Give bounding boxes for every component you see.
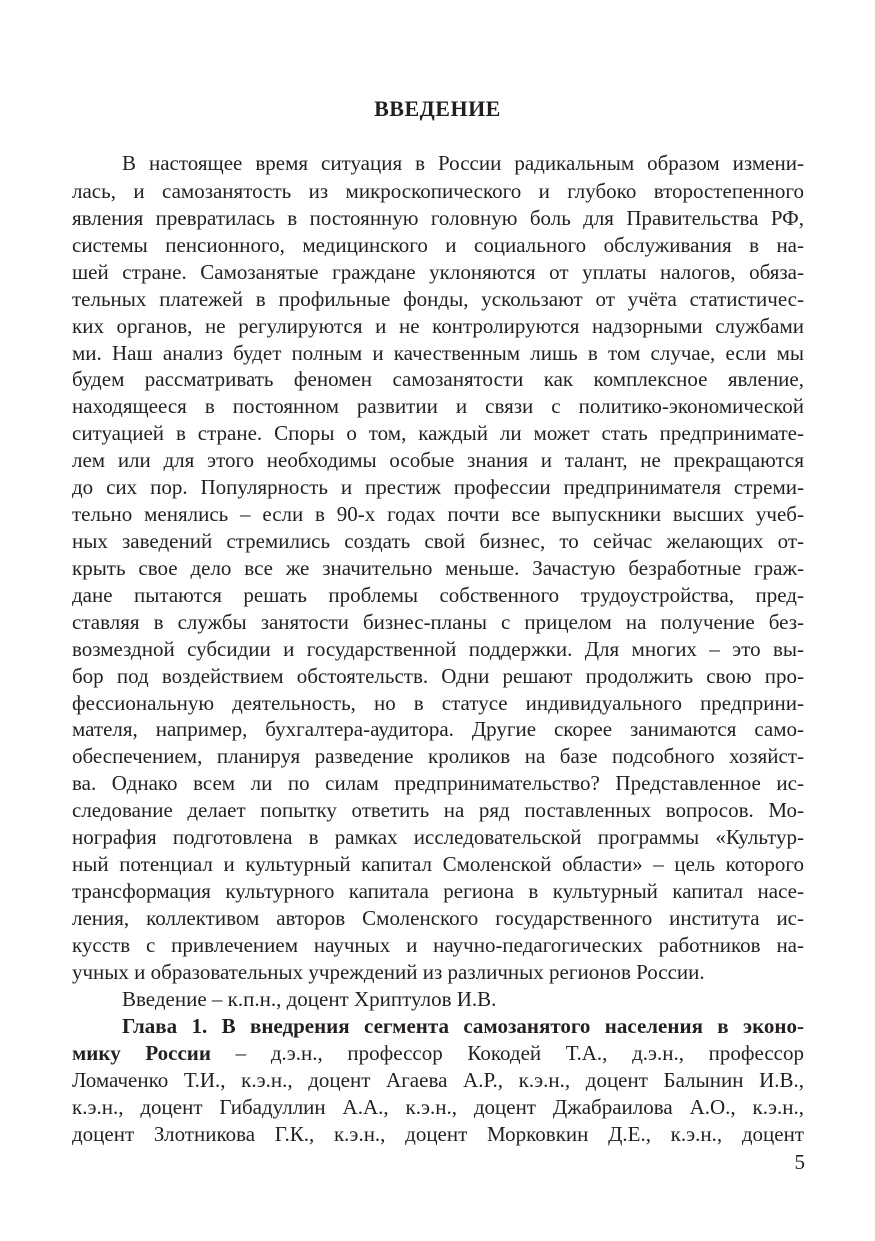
paragraph-line: трансформация культурного капитала региона в культурный капитал насе- — [72, 879, 804, 903]
paragraph-line: до сих пор. Популярность и престиж профессии предпринимателя стреми- — [72, 475, 804, 499]
page-title: ВВЕДЕНИЕ — [374, 96, 501, 121]
paragraph-line: шей стране. Самозанятые граждане уклоняются от уплаты налогов, обяза- — [72, 260, 804, 284]
chapter-authors-line: доцент Злотникова Г.К., к.э.н., доцент Морковкин Д.Е., к.э.н., доцент — [72, 1122, 804, 1146]
paragraph-line: ления, коллективом авторов Смоленского государственного института ис- — [72, 906, 804, 930]
chapter-authors-text: – д.э.н., профессор Кокодей Т.А., д.э.н., профессор — [211, 1041, 804, 1065]
paragraph-line: находящееся в постоянном развитии и связи с политико-экономической — [72, 394, 804, 418]
paragraph-line: фессиональную деятельность, но в статусе индивидуального предприни- — [72, 691, 804, 715]
paragraph-line: ких органов, не регулируются и не контролируются надзорными службами — [72, 314, 804, 338]
chapter-title-line — [72, 1040, 804, 1066]
chapter-title-line: Глава 1. В внедрения сегмента самозанятого населения в эконо- — [122, 1014, 804, 1038]
paragraph-line: системы пенсионного, медицинского и социального обслуживания в на- — [72, 233, 804, 257]
paragraph-line: ставляя в службы занятости бизнес-планы с прицелом на получение без- — [72, 610, 804, 634]
paragraph-line: бор под воздействием обстоятельств. Одни решают продолжить свою про- — [72, 664, 804, 688]
paragraph-line: учных и образовательных учреждений из различных регионов России. — [72, 960, 705, 984]
paragraph-line: будем рассматривать феномен самозанятости как комплексное явление, — [72, 367, 804, 391]
paragraph-line: ных заведений стремились создать свой бизнес, то сейчас желающих от- — [72, 529, 804, 553]
paragraph-line: ситуацией в стране. Споры о том, каждый ли может стать предпринимате- — [72, 421, 804, 445]
page-number: 5 — [794, 1150, 805, 1174]
paragraph-line: лась, и самозанятость из микроскопического и глубоко второстепенного — [72, 179, 804, 203]
chapter-authors-line: к.э.н., доцент Гибадуллин А.А., к.э.н., доцент Джабраилова А.О., к.э.н., — [72, 1095, 804, 1119]
paragraph-line: ва. Однако всем ли по силам предпринимательство? Представленное ис- — [72, 771, 804, 795]
paragraph-line: следование делает попытку ответить на ряд поставленных вопросов. Мо- — [72, 798, 804, 822]
paragraph-line: возмездной субсидии и государственной поддержки. Для многих – это вы- — [72, 637, 804, 661]
paragraph-line: нография подготовлена в рамках исследовательской программы «Культур- — [72, 825, 804, 849]
paragraph-line: В настоящее время ситуация в России радикальным образом измени- — [122, 151, 804, 175]
paragraph-line: крыть свое дело все же значительно меньше. Зачастую безработные граж- — [72, 556, 804, 580]
paragraph-line: лем или для этого необходимы особые знания и талант, не прекращаются — [72, 448, 804, 472]
chapter-authors-line: Ломаченко Т.И., к.э.н., доцент Агаева А.Р., к.э.н., доцент Балынин И.В., — [72, 1068, 804, 1092]
paragraph-line: тельных платежей в профильные фонды, ускользают от учёта статистичес- — [72, 287, 804, 311]
paragraph-line: дане пытаются решать проблемы собственного трудоустройства, пред- — [72, 583, 804, 607]
introduction-author-line: Введение – к.п.н., доцент Хриптулов И.В. — [122, 987, 497, 1011]
paragraph-line: обеспечением, планируя разведение кроликов на базе подсобного хозяйст- — [72, 744, 804, 768]
paragraph-line: явления превратилась в постоянную головную боль для Правительства РФ, — [72, 206, 804, 230]
chapter-title-bold: мику России — [72, 1041, 212, 1065]
paragraph-line: мателя, например, бухгалтера-аудитора. Другие скорее занимаются само- — [72, 717, 804, 741]
paragraph-line: тельно менялись – если в 90-х годах почти все выпускники высших учеб- — [72, 502, 804, 526]
paragraph-line: ми. Наш анализ будет полным и качественным лишь в том случае, если мы — [72, 341, 804, 365]
paragraph-line: кусств с привлечением научных и научно-педагогических работников на- — [72, 933, 804, 957]
paragraph-line: ный потенциал и культурный капитал Смоленской области» – цель которого — [72, 852, 804, 876]
